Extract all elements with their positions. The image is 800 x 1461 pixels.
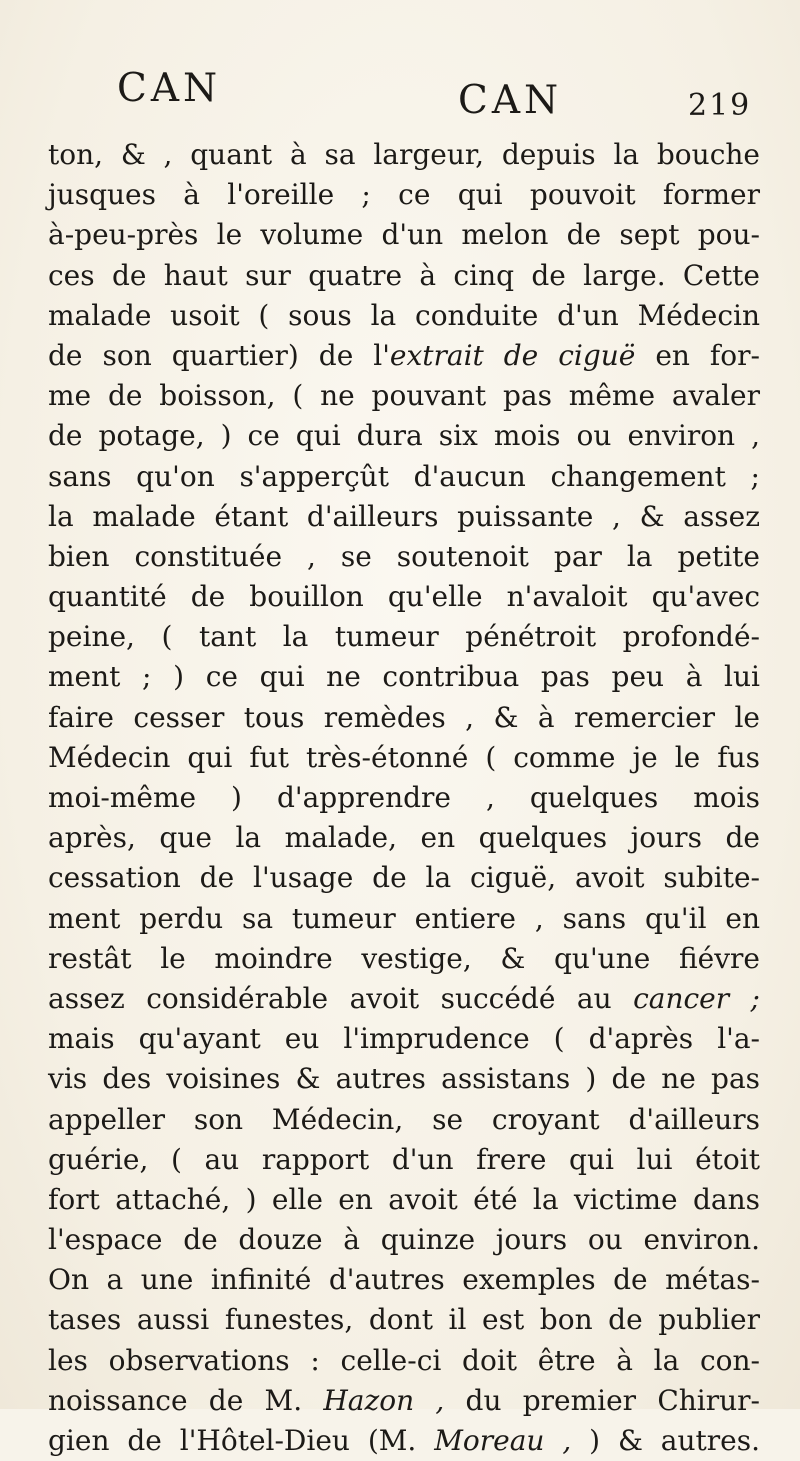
running-header [0, 66, 800, 126]
text-segment: noissance de M. [48, 1383, 324, 1417]
text-segment: les observations : celle-ci doit être à la con- [48, 1343, 760, 1377]
text-line [48, 979, 760, 1019]
text-segment: cessation de l'usage de la ciguë, avoit subite- [48, 861, 760, 895]
text-line [48, 899, 760, 939]
text-line [48, 416, 760, 456]
text-segment: malade usoit ( sous la conduite d'un Médecin [48, 298, 760, 332]
text-segment: ) & autres. [571, 1424, 760, 1457]
text-line [48, 1220, 760, 1260]
text-line [48, 1180, 760, 1220]
text-line [48, 577, 760, 617]
text-line [48, 135, 760, 175]
text-segment: du premier Chirur- [444, 1383, 760, 1417]
text-segment: fort attaché, ) elle en avoit été la victime dans [48, 1182, 760, 1216]
italic-segment: extrait de ciguë [389, 338, 636, 372]
text-segment: tases aussi funestes, dont il est bon de publier [48, 1303, 760, 1337]
italic-segment: Hazon , [323, 1383, 445, 1417]
text-line [48, 698, 760, 738]
text-segment: faire cesser tous remèdes , & à remercier le [48, 700, 760, 734]
text-segment: de son quartier) de l' [48, 338, 390, 372]
text-segment: ton, & , quant à sa largeur, depuis la bouche [48, 138, 760, 171]
text-line [48, 858, 760, 898]
text-segment: de potage, ) ce qui dura six mois ou environ , [48, 419, 760, 453]
page-number: 219 [688, 88, 752, 123]
text-line [48, 1059, 760, 1099]
text-segment: appeller son Médecin, se croyant d'ailleurs [48, 1102, 760, 1136]
text-segment: gien de l'Hôtel-Dieu (M. [48, 1424, 435, 1457]
text-segment: bien constituée , se soutenoit par la petite [48, 539, 760, 573]
text-segment: à-peu-près le volume d'un melon de sept pou- [48, 218, 760, 252]
text-segment: ment perdu sa tumeur entiere , sans qu'il en [48, 901, 760, 935]
text-line [48, 1421, 760, 1461]
text-segment: On a une infinité d'autres exemples de métas- [48, 1263, 760, 1297]
text-segment: après, que la malade, en quelques jours de [48, 821, 760, 855]
text-line [48, 738, 760, 778]
text-segment: l'espace de douze à quinze jours ou environ. [48, 1223, 760, 1257]
text-segment: ces de haut sur quatre à cinq de large. Cette [48, 258, 760, 292]
text-line [48, 1300, 760, 1340]
text-segment: sans qu'on s'apperçût d'aucun changement ; [48, 459, 760, 493]
text-segment: quantité de bouillon qu'elle n'avaloit qu'avec [48, 580, 760, 614]
text-line [48, 256, 760, 296]
text-line [48, 1381, 760, 1421]
text-line [48, 778, 760, 818]
text-line [48, 1140, 760, 1180]
text-line [48, 175, 760, 215]
text-line [48, 1260, 760, 1300]
text-line [48, 215, 760, 255]
text-line [48, 1100, 760, 1140]
text-line [48, 296, 760, 336]
italic-segment: Moreau , [434, 1424, 572, 1457]
text-line [48, 939, 760, 979]
text-segment: peine, ( tant la tumeur pénétroit profondé- [48, 620, 760, 654]
text-segment: en for- [635, 338, 760, 372]
text-line [48, 537, 760, 577]
text-line [48, 497, 760, 537]
header-right-title: CAN [458, 78, 563, 123]
text-segment: Médecin qui fut très-étonné ( comme je le fus [48, 740, 760, 774]
text-segment: jusques à l'oreille ; ce qui pouvoit former [48, 178, 760, 212]
text-segment: mais qu'ayant eu l'imprudence ( d'après l'a- [48, 1022, 760, 1056]
text-segment: restât le moindre vestige, & qu'une fiévre [48, 941, 760, 975]
body-text [48, 135, 760, 1461]
text-segment: me de boisson, ( ne pouvant pas même avaler [48, 379, 760, 413]
header-left-title: CAN [117, 66, 222, 111]
text-line [48, 657, 760, 697]
text-line [48, 818, 760, 858]
text-line [48, 457, 760, 497]
text-line [48, 376, 760, 416]
text-segment: la malade étant d'ailleurs puissante , & assez [48, 499, 760, 533]
text-line [48, 1341, 760, 1381]
text-segment: vis des voisines & autres assistans ) de ne pas [48, 1062, 760, 1096]
text-segment: moi-même ) d'apprendre , quelques mois [48, 781, 760, 814]
text-line [48, 1019, 760, 1059]
text-line [48, 336, 760, 376]
text-segment: ment ; ) ce qui ne contribua pas peu à lui [48, 660, 760, 694]
text-segment: guérie, ( au rapport d'un frere qui lui étoit [48, 1142, 760, 1176]
text-segment: assez considérable avoit succédé au [48, 981, 634, 1015]
text-line [48, 617, 760, 657]
italic-segment: cancer ; [633, 981, 760, 1015]
